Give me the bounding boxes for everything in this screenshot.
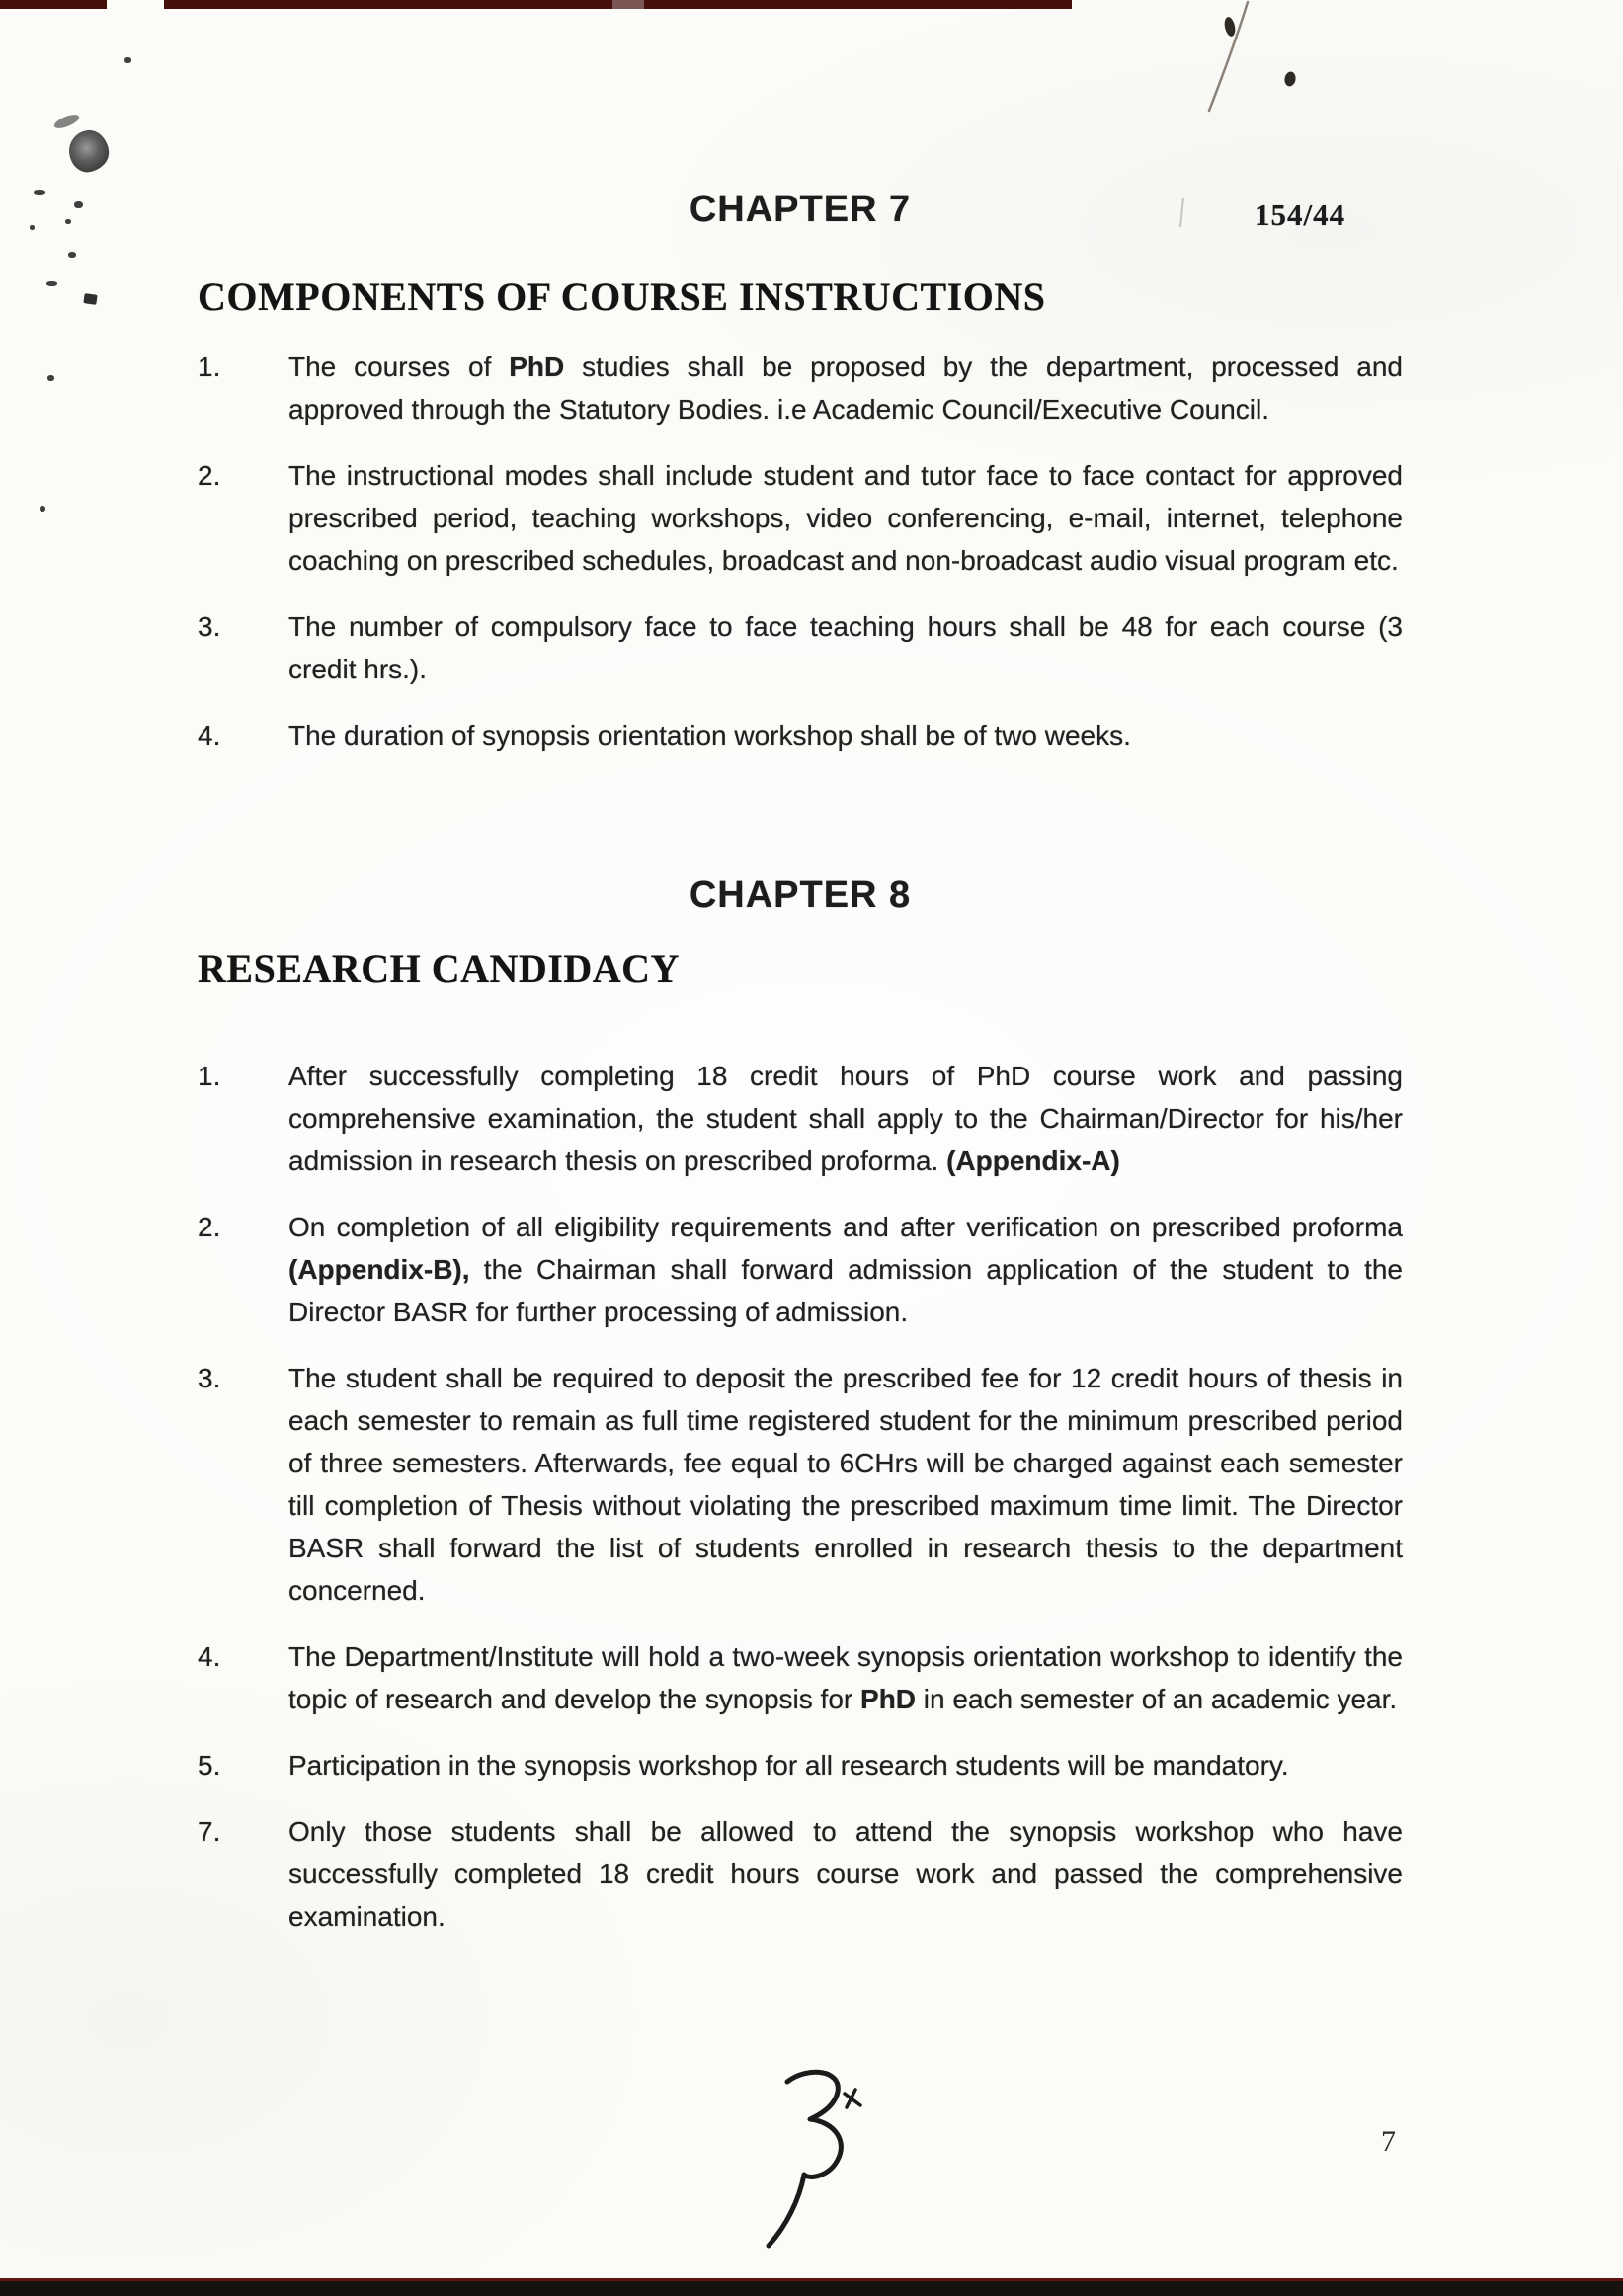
stamp-number: 154/44 [1255,198,1346,232]
scan-edge-top [0,0,1072,9]
item-number: 1. [198,352,221,382]
item-text: After successfully completing 18 credit hours of PhD course work and passing comprehensive examination, the student shall apply to the Chairman/Director for his/her admission in research thesis on prescribed proforma. (Appendix-A) [288,1061,1403,1176]
item-number: 3. [198,611,221,642]
page-number: 7 [1381,2125,1396,2158]
item-text: The duration of synopsis orientation workshop shall be of two weeks. [288,720,1131,751]
item-number: 4. [198,720,221,751]
item-text: Participation in the synopsis workshop for all research students will be mandatory. [288,1750,1289,1781]
chapter-7-title: CHAPTER 7 [689,189,912,230]
document-body [198,188,1403,1938]
item-number: 4. [198,1641,221,1672]
list-item [198,1635,1403,1720]
scan-edge-bottom [0,2278,1623,2296]
item-number: 5. [198,1750,221,1781]
item-number: 2. [198,1212,221,1242]
ink-speck [34,190,45,195]
item-text: The student shall be required to deposit the prescribed fee for 12 credit hours of thesis in each semester to remain as full time registered student for the minimum prescribed period of three semesters. Afterwards, fee equal to 6CHrs will be charged against each semester till completion of Thesis without violating the prescribed maximum time limit. The Director BASR shall forward the list of students enrolled in research thesis to the department concerned. [288,1363,1403,1606]
item-text: The courses of PhD studies shall be proposed by the department, processed and approved through the Statutory Bodies. i.e Academic Council/Executive Council. [288,352,1403,425]
chapter-7-heading: COMPONENTS OF COURSE INSTRUCTIONS [198,275,1046,319]
list-item [198,454,1403,582]
ink-speck [74,201,83,208]
ink-speck [124,57,131,63]
ink-speck [40,506,45,512]
item-text: The instructional modes shall include student and tutor face to face contact for approved prescribed period, teaching workshops, video conferencing, e-mail, internet, telephone coaching on prescribed schedules, broadcast and non-broadcast audio visual program etc. [288,460,1403,576]
item-text: Only those students shall be allowed to attend the synopsis workshop who have successfully completed 18 credit hours course work and passed the comprehensive examination. [288,1816,1403,1932]
item-number: 1. [198,1061,221,1091]
chapter-8-title: CHAPTER 8 [689,874,912,915]
item-text: The number of compulsory face to face teaching hours shall be 48 for each course (3 credit hrs.). [288,611,1403,684]
list-item [198,1055,1403,1182]
ink-speck [65,219,71,224]
item-number: 3. [198,1363,221,1393]
ink-speck [47,375,54,381]
list-item [198,605,1403,690]
list-item [198,1206,1403,1333]
ink-speck [30,225,35,230]
item-number: 7. [198,1816,221,1847]
ink-smear [52,112,81,130]
ink-speck [46,281,57,286]
chapter-8-list [198,1055,1403,1938]
list-item [198,1744,1403,1786]
ink-blob [66,127,111,174]
ink-speck [83,293,97,305]
item-text: The Department/Institute will hold a two-week synopsis orientation workshop to identify the topic of research and develop the synopsis for PhD in each semester of an academic year. [288,1641,1403,1714]
list-item [198,346,1403,431]
list-item [198,1357,1403,1612]
ink-speck [68,252,76,258]
item-text: On completion of all eligibility requirements and after verification on prescribed proforma (Appendix-B), the Chairman shall forward admission application of the student to the Director BASR for further processing of admission. [288,1212,1403,1327]
chapter-7-list [198,346,1403,756]
item-number: 2. [198,460,221,491]
list-item [198,714,1403,756]
list-item [198,1810,1403,1938]
handwritten-flourish-mark [769,2072,860,2246]
chapter-8-heading: RESEARCH CANDIDACY [198,946,680,990]
